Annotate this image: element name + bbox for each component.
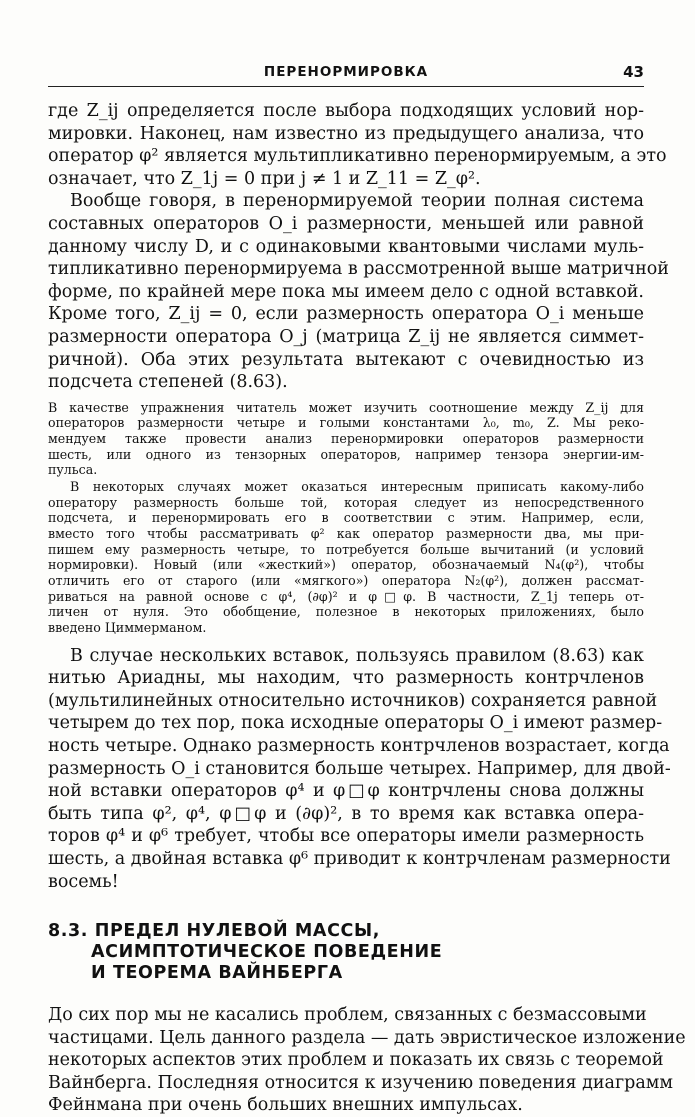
text-line: вместо того чтобы рассматривать φ² как оператор размерности два, мы при- xyxy=(48,525,644,541)
page-header xyxy=(48,62,644,87)
text-line: подсчета степеней (8.63). xyxy=(48,372,288,393)
text-line: где Z_ij определяется после выбора подходящих условий нор- xyxy=(48,101,644,121)
text-line: означает, что Z_1j = 0 при j ≠ 1 и Z_11 = Z_φ². xyxy=(48,168,481,189)
small-print-paragraph-1 xyxy=(48,400,644,478)
text-line: подсчета, и перенормировать его в соответствии с этим. Например, если, xyxy=(48,510,644,526)
small-print-paragraph-2 xyxy=(48,479,644,636)
text-line: пульса. xyxy=(48,462,98,478)
text-line: оператор φ² является мультипликативно перенормируемым, а это xyxy=(48,146,667,167)
running-title: ПЕРЕНОРМИРОВКА xyxy=(263,64,429,80)
text-line: мендуем также провести анализ перенормировки операторов размерности xyxy=(48,431,644,447)
text-line: быть типа φ², φ⁴, φ□φ и (∂φ)², в то время как вставка опера- xyxy=(48,803,644,824)
text-line: восемь! xyxy=(48,871,119,892)
heading-line: И ТЕОРЕМА ВАЙНБЕРГА xyxy=(91,963,343,984)
text-line: торов φ⁴ и φ⁶ требует, чтобы все операторы имели размерность xyxy=(48,826,644,847)
page-body xyxy=(48,100,686,1117)
text-line: (мультилинейных относительно источников) сохраняется равной xyxy=(48,690,658,711)
text-line: В некоторых случаях может оказаться интересным приписать какому-либо xyxy=(70,479,644,494)
text-line: составных операторов O_i размерности, меньшей или равной xyxy=(48,213,644,234)
text-line: форме, по крайней мере пока мы имеем дело с одной вставкой. xyxy=(48,281,644,302)
text-line: До сих пор мы не касались проблем, связанных с безмассовыми xyxy=(48,1005,647,1026)
text-line: нормировки). Новый (или «жесткий») оператор, обозначаемый N₄(φ²), чтобы xyxy=(48,557,644,573)
text-line: данному числу D, и с одинаковыми квантовыми числами муль- xyxy=(48,236,644,257)
text-line: отличить его от старого (или «мягкого») оператора N₂(φ²), должен рассмат- xyxy=(48,572,644,588)
text-line: Кроме того, Z_ij = 0, если размерность оператора O_i меньше xyxy=(48,304,644,325)
text-line: ричной). Оба этих результата вытекают с очевидностью из xyxy=(48,349,644,370)
text-line: размерность O_i становится больше четырех. Например, для двой- xyxy=(48,758,671,779)
text-line: Вайнберга. Последняя относится к изучению поведения диаграмм xyxy=(48,1072,673,1093)
text-line: некоторых аспектов этих проблем и показать их связь с теоремой xyxy=(48,1050,664,1071)
text-line: частицами. Цель данного раздела — дать эвристическое изложение xyxy=(48,1027,686,1048)
text-line: размерности оператора O_j (матрица Z_ij не является симмет- xyxy=(48,326,644,347)
text-line: В качестве упражнения читатель может изучить соотношение между Z_ij для xyxy=(48,399,644,415)
text-line: пишем ему размерность четыре, то потребуется больше вычитаний (и условий xyxy=(48,541,644,557)
paragraph-4 xyxy=(48,1004,686,1117)
text-line: нитью Ариадны, мы находим, что размерность контрчленов xyxy=(48,668,644,689)
text-line: личен от нуля. Это обобщение, полезное в некоторых приложениях, было xyxy=(48,604,644,620)
text-line: мировки. Наконец, нам известно из предыдущего анализа, что xyxy=(48,123,644,144)
text-line: Фейнмана при очень больших внешних импульсах. xyxy=(48,1095,523,1116)
page-number: 43 xyxy=(623,63,644,81)
text-line: Вообще говоря, в перенормируемой теории полная система xyxy=(70,191,644,212)
paragraph-1 xyxy=(48,100,667,190)
text-line: операторов размерности четыре и голыми константами λ₀, m₀, Z. Мы реко- xyxy=(48,415,644,431)
paragraph-3 xyxy=(48,645,671,894)
text-line: ной вставки операторов φ⁴ и φ□φ контрчлены снова должны xyxy=(48,781,644,802)
text-line: оператору размерность больше той, которая следует из непосредственного xyxy=(48,494,644,510)
text-line: В случае нескольких вставок, пользуясь правилом (8.63) как xyxy=(70,645,644,666)
section-heading xyxy=(48,921,644,984)
text-line: шесть, или одного из тензорных операторов, например тензора энергии-им- xyxy=(48,446,644,462)
heading-line: АСИМПТОТИЧЕСКОЕ ПОВЕДЕНИЕ xyxy=(91,942,443,963)
text-line: четырем до тех пор, пока исходные операторы O_i имеют размер- xyxy=(48,713,663,734)
text-line: шесть, а двойная вставка φ⁶ приводит к контрчленам размерности xyxy=(48,848,671,869)
heading-line: 8.3. ПРЕДЕЛ НУЛЕВОЙ МАССЫ, xyxy=(48,921,380,942)
text-line: риваться на равной основе с φ⁴, (∂φ)² и φ□φ. В частности, Z_1j теперь от- xyxy=(48,588,644,604)
text-line: введено Циммерманом. xyxy=(48,619,207,635)
paragraph-2 xyxy=(48,190,669,393)
text-line: ность четыре. Однако размерность контрчленов возрастает, когда xyxy=(48,735,670,756)
text-line: типликативно перенормируема в рассмотренной выше матричной xyxy=(48,259,669,280)
